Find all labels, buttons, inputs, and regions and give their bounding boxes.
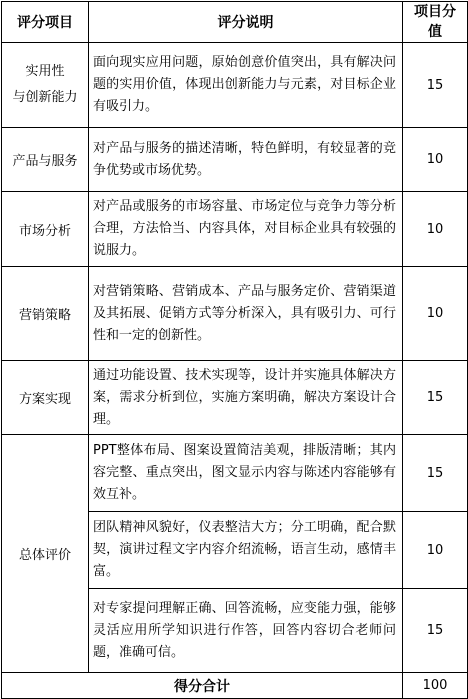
overall-item: 总体评价 xyxy=(2,435,89,673)
row-score: 10 xyxy=(403,128,468,192)
row-item-line1: 实用性 xyxy=(25,64,65,79)
row-description: 对产品或服务的市场容量、市场定位与竞争力等分析合理，方法恰当、内容具体，对目标企业具有较强的说服力。 xyxy=(89,192,403,267)
row-item: 营销策略 xyxy=(2,267,89,361)
row-description: 通过功能设置、技术实现等，设计并实施具体解决方案，需求分析到位，实施方案明确，解决方案设计合理。 xyxy=(89,361,403,435)
table-row xyxy=(2,43,468,128)
table-row xyxy=(2,361,468,435)
header-item: 评分项目 xyxy=(2,2,89,43)
table-row xyxy=(2,128,468,192)
overall-description: PPT整体布局、图案设置简洁美观，排版清晰；其内容完整、重点突出，图文显示内容与陈述内容能够有效互补。 xyxy=(89,435,403,512)
table-row xyxy=(2,192,468,267)
row-score: 15 xyxy=(403,43,468,128)
header-score-line1: 项目分 xyxy=(414,4,456,20)
total-label: 得分合计 xyxy=(2,673,403,699)
overall-description: 对专家提问理解正确、回答流畅，应变能力强，能够灵活应用所学知识进行作答，回答内容切合老师问题，准确可信。 xyxy=(89,589,403,673)
overall-score: 15 xyxy=(403,435,468,512)
overall-description: 团队精神风貌好，仪表整洁大方；分工明确，配合默契，演讲过程文字内容介绍流畅，语言生动，感情丰富。 xyxy=(89,512,403,589)
header-score-line2: 值 xyxy=(428,24,442,40)
row-item xyxy=(2,43,89,128)
row-description: 面向现实应用问题，原始创意价值突出，具有解决问题的实用价值，体现出创新能力与元素，对目标企业有吸引力。 xyxy=(89,43,403,128)
overall-score: 15 xyxy=(403,589,468,673)
table-row xyxy=(2,435,468,512)
row-item: 产品与服务 xyxy=(2,128,89,192)
row-score: 10 xyxy=(403,192,468,267)
row-score: 10 xyxy=(403,267,468,361)
table-row xyxy=(2,267,468,361)
row-description: 对营销策略、营销成本、产品与服务定价、营销渠道及其拓展、促销方式等分析深入，具有吸引力、可行性和一定的创新性。 xyxy=(89,267,403,361)
table-header-row xyxy=(2,2,468,43)
row-description: 对产品与服务的描述清晰，特色鲜明，有较显著的竞争优势或市场优势。 xyxy=(89,128,403,192)
header-score xyxy=(403,2,468,43)
row-item: 方案实现 xyxy=(2,361,89,435)
row-score: 15 xyxy=(403,361,468,435)
scoring-table xyxy=(1,1,468,699)
total-score: 100 xyxy=(403,673,468,699)
row-item-line2: 与创新能力 xyxy=(12,90,78,105)
total-row xyxy=(2,673,468,699)
header-description: 评分说明 xyxy=(89,2,403,43)
overall-score: 10 xyxy=(403,512,468,589)
row-item: 市场分析 xyxy=(2,192,89,267)
